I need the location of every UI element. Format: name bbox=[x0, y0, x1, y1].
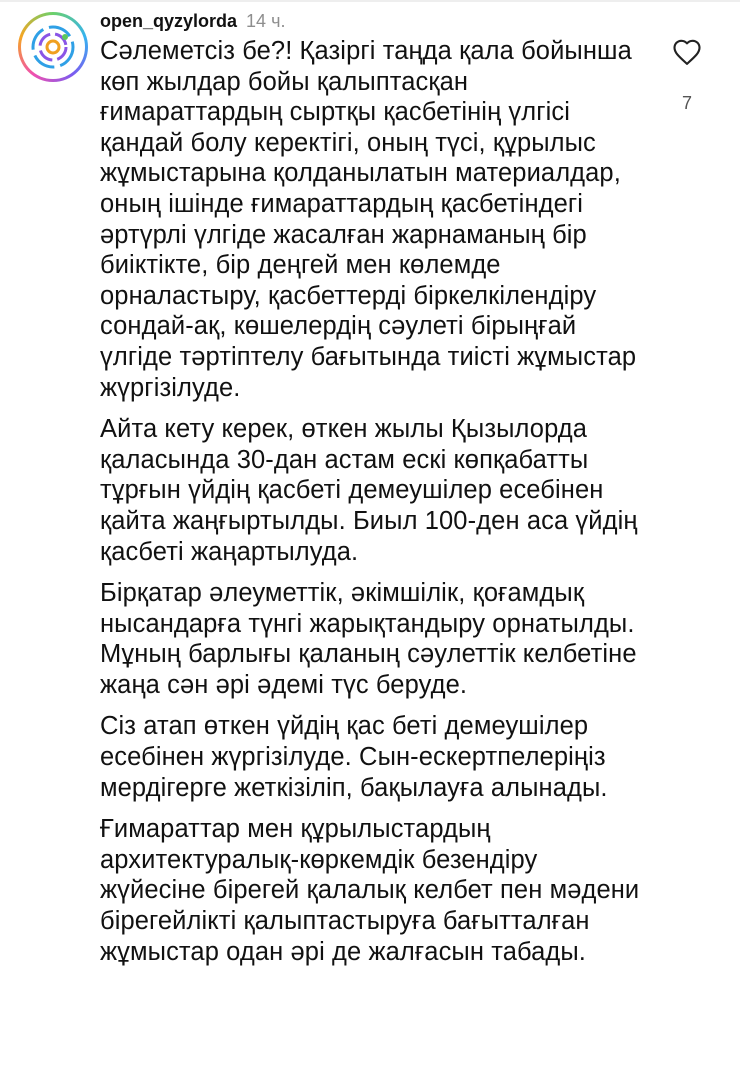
comment-header bbox=[100, 8, 640, 34]
avatar[interactable] bbox=[18, 12, 88, 82]
comment-paragraph-3: Бірқатар әлеуметтік, әкімшілік, қоғамдық нысандарға түнгі жарықтандыру орнатылды. Мұның барлығы қаланың сәулеттік келбетіне жаңа сән әрі әдемі түс беруде. bbox=[100, 579, 637, 699]
comment-paragraph-5: Ғимараттар мен құрылыстардың архитектуралық-көркемдік безендіру жүйесіне бірегей қалалық келбет пен мәдени бірегейлікті қалыптастыруға бағытталған жұмыстар одан әрі де жалғасын табады. bbox=[100, 815, 640, 966]
top-divider bbox=[0, 0, 740, 2]
like-count: 7 bbox=[681, 93, 692, 113]
comment-time: 14 ч. bbox=[246, 11, 286, 31]
like-control bbox=[670, 38, 704, 114]
comment-body bbox=[100, 8, 640, 978]
heart-outline-icon[interactable] bbox=[670, 38, 704, 71]
comment-paragraph-4: Сіз атап өткен үйдің қас беті демеушілер есебінен жүргізілуде. Сын-ескертпелеріңіз мердігерге жеткізіліп, бақылауға алынады. bbox=[100, 712, 608, 802]
username-link[interactable]: open_qyzylorda bbox=[100, 11, 238, 31]
avatar-logo-icon bbox=[21, 15, 85, 79]
comment-paragraph-1: Сәлеметсіз бе?! Қазіргі таңда қала бойынша көп жылдар бойы қалыптасқан ғимараттардың сыртқы қасбетінің үлгісі қандай болу керектігі, оның түсі, құрылыс жұмыстарына қолданылатын материалдар, оның ішінде ғимараттардың қасбетіндегі әртүрлі үлгіде жасалған жарнаманың бір биіктікте, бір деңгей мен көлемде орналастыру, қасбеттерді біркелкілендіру сондай-ақ, көшелердің сәулеті бірыңғай үлгіде тәртіптелу бағытында тиісті жұмыстар жүргізілуде. bbox=[100, 37, 637, 402]
comment-paragraph-2: Айта кету керек, өткен жылы Қызылорда қаласында 30-дан астам ескі көпқабатты тұрғын үйдің қасбеті демеушілер есебінен қайта жаңғыртылды. Биыл 100-ден аса үйдің қасбеті жаңартылуда. bbox=[100, 415, 638, 566]
